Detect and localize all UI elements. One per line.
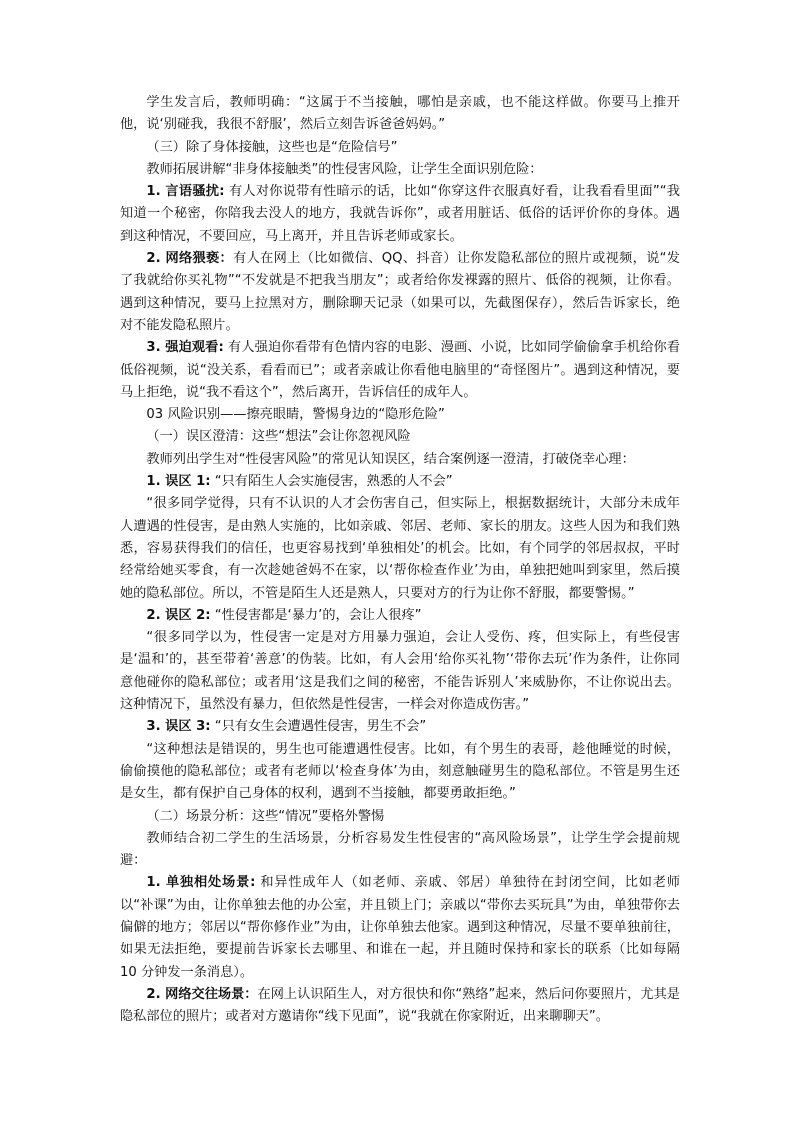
paragraph: 学生发言后，教师明确：“这属于不当接触，哪怕是亲戚，也不能这样做。你要马上推开他，说‘别碰我，我很不舒服’，然后立刻告诉爸爸妈妈。”	[120, 95, 680, 133]
section-heading: （一）误区澄清：这些“想法”会让你忽视风险	[146, 429, 411, 445]
paragraph: “这种想法是错误的，男生也可能遭遇性侵害。比如，有个男生的表哥，趁他睡觉的时候，偷偷摸他的隐私部位；或者有老师以‘检查身体’为由，刻意触碰男生的隐私部位。不管是男生还是女生，都有保护自己身体的权利，遇到不当接触，都要勇敢拒绝。”	[120, 741, 680, 802]
paragraph: “很多同学觉得，只有不认识的人才会伤害自己，但实际上，根据数据统计，大部分未成年人遭遇的性侵害，是由熟人实施的，比如亲戚、邻居、老师、家长的朋友。这些人因为和我们熟悉，容易获得我们的信任，也更容易找到‘单独相处’的机会。比如，有个同学的邻居叔叔，平时经常给她买零食，有一次趁她爸妈不在家，以‘帮你检查作业’为由，单独把她叫到家里，然后摸她的隐私部位。所以，不管是陌生人还是熟人，只要对方的行为让你不舒服，都要警惕。”	[120, 496, 680, 601]
list-item: 3. 强迫观看: 有人强迫你看带有色情内容的电影、漫画、小说，比如同学偷偷拿手机给你看低俗视频，说“没关系，看看而已”；或者亲戚让你看他电脑里的“奇怪图片”。遇到这种情况，要马上拒绝，说“我不看这个”，然后离开，告诉信任的成年人。	[120, 340, 680, 400]
paragraph: 教师拓展讲解“非身体接触类”的性侵害风险，让学生全面识别危险：	[146, 161, 543, 177]
paragraph: 教师列出学生对“性侵害风险”的常见认知误区，结合案例逐一澄清，打破侥幸心理：	[146, 451, 635, 467]
section-heading: （二）场景分析：这些“情况”要格外警惕	[146, 808, 385, 824]
section-heading: （三）除了身体接触，这些也是“危险信号”	[146, 139, 398, 155]
list-item: 3. 误区 3: “只有女生会遭遇性侵害，男生不会”	[146, 719, 427, 735]
paragraph: “很多同学以为，性侵害一定是对方用暴力强迫，会让人受伤、疼，但实际上，有些侵害是‘温和’的，甚至带着‘善意’的伪装。比如，有人会用‘给你买礼物’‘带你去玩’作为条件，让你同意他碰你的隐私部位；或者用‘这是我们之间的秘密，不能告诉别人’来威胁你，不让你说出去。这种情况下，虽然没有暴力，但依然是性侵害，一样会对你造成伤害。”	[120, 630, 680, 713]
list-item: 1. 单独相处场景: 和异性成年人（如老师、亲戚、邻居）单独待在封闭空间，比如老师以“补课”为由，让你单独去他的办公室，并且锁上门；亲戚以“带你去买玩具”为由，单独带你去偏僻的地方；邻居以“帮你修作业”为由，让你单独去他家。遇到这种情况，尽量不要单独前往，如果无法拒绝，要提前告诉家长去哪里、和谁在一起，并且随时保持和家长的联系（比如每隔 10 分钟发一条消息）。	[120, 875, 680, 980]
paragraph: 教师结合初二学生的生活场景，分析容易发生性侵害的“高风险场景”，让学生学会提前规避：	[120, 830, 680, 869]
list-item: 2. 网络猥亵：有人在网上（比如微信、QQ、抖音）让你发隐私部位的照片或视频，说“发了我就给你买礼物”“不发就是不把我当朋友”；或者给你发裸露的照片、低俗的视频，让你看。遇到这种情况，要马上拉黑对方，删除聊天记录（如果可以，先截图保存），然后告诉家长，绝对不能发隐私照片。	[120, 251, 680, 333]
section-heading: 03 风险识别——擦亮眼睛，警惕身边的“隐形危险”	[146, 407, 445, 423]
list-item: 2. 网络交往场景：在网上认识陌生人，对方很快和你“熟络”起来，然后问你要照片，尤其是隐私部位的照片；或者对方邀请你“线下见面”，说“我就在你家附近，出来聊聊天”。	[120, 986, 680, 1025]
list-item: 2. 误区 2: “性侵害都是‘暴力’的，会让人很疼”	[146, 607, 422, 623]
list-item: 1. 误区 1: “只有陌生人会实施侵害，熟悉的人不会”	[146, 474, 453, 490]
document-page	[120, 92, 680, 1028]
list-item: 1. 言语骚扰: 有人对你说带有性暗示的话，比如“你穿这件衣服真好看，让我看看里面”“我知道一个秘密，你陪我去没人的地方，我就告诉你”，或者用脏话、低俗的话评价你的身体。遇到这种情况，不要回应，马上离开，并且告诉老师或家长。	[120, 184, 680, 244]
